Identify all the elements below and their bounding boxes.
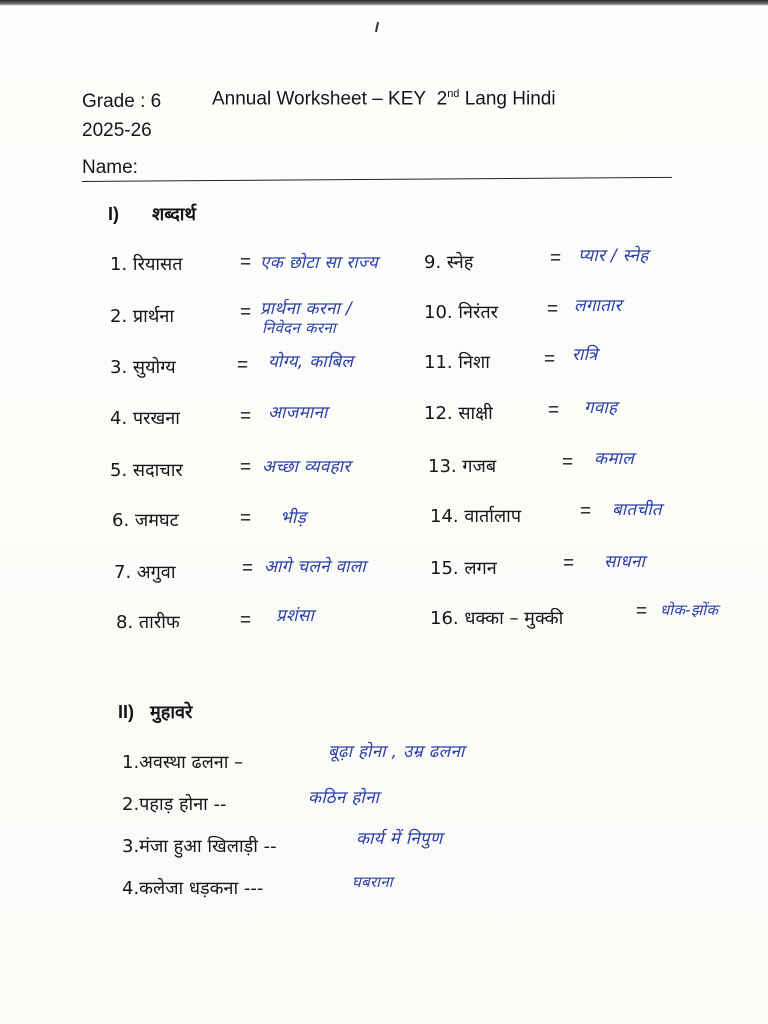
vocab-item-6: 6. जमघट <box>112 510 179 531</box>
answer-2-line2: निवेदन करना <box>262 319 336 337</box>
idiom-answer-4: घबराना <box>352 873 393 891</box>
lang-superscript: nd <box>447 88 460 100</box>
equals-sign: = <box>562 452 574 473</box>
vocab-item-16: 16. धक्का – मुक्की <box>430 608 564 629</box>
idiom-item-2: 2.पहाड़ होना -- <box>122 794 227 815</box>
section2-title: मुहावरे <box>150 702 193 723</box>
answer-4: आजमाना <box>268 403 328 423</box>
name-underline <box>82 177 672 182</box>
vocab-item-1: 1. रियासत <box>110 254 183 275</box>
lang-number: 2 <box>436 88 448 110</box>
vocab-item-13: 13. गजब <box>428 456 497 477</box>
worksheet-title <box>212 88 556 110</box>
vocab-item-11: 11. निशा <box>424 352 490 373</box>
vocab-item-5: 5. सदाचार <box>110 460 183 481</box>
idiom-answer-3: कार्य में निपुण <box>356 829 443 849</box>
idiom-answer-1: बूढ़ा होना , उम्र ढलना <box>328 742 465 762</box>
equals-sign: = <box>240 508 252 529</box>
equals-sign: = <box>563 553 575 574</box>
answer-16: धोक-झोंक <box>660 601 719 619</box>
vocab-item-9: 9. स्नेह <box>424 252 474 273</box>
answer-7: आगे चलने वाला <box>264 557 366 577</box>
answer-15: साधना <box>604 552 646 572</box>
answer-9: प्यार / स्नेह <box>578 246 649 266</box>
idiom-item-1: 1.अवस्था ढलना – <box>122 752 244 773</box>
equals-sign: = <box>240 457 252 478</box>
equals-sign: = <box>636 601 648 622</box>
answer-14: बातचीत <box>612 500 662 520</box>
vocab-item-15: 15. लगन <box>430 558 497 579</box>
answer-13: कमाल <box>594 449 635 469</box>
answer-12: गवाह <box>584 398 618 418</box>
equals-sign: = <box>240 406 252 427</box>
answer-11: रात्रि <box>572 345 598 365</box>
equals-sign: = <box>544 349 556 370</box>
vocab-item-8: 8. तारीफ <box>116 612 180 633</box>
vocab-item-7: 7. अगुवा <box>114 562 176 583</box>
vocab-item-14: 14. वार्तालाप <box>430 506 522 527</box>
academic-year: 2025-26 <box>82 120 152 141</box>
equals-sign: = <box>240 302 252 323</box>
lang-text: Lang Hindi <box>464 88 556 110</box>
equals-sign: = <box>242 558 254 579</box>
name-label: Name: <box>82 157 138 178</box>
vocab-item-2: 2. प्रार्थना <box>110 306 174 327</box>
section1-title: शब्दार्थ <box>152 204 196 225</box>
answer-1: एक छोटा सा राज्य <box>260 253 379 273</box>
section2-numeral: II) <box>118 702 134 722</box>
worksheet-title-text: Annual Worksheet – KEY <box>212 88 427 110</box>
idiom-answer-2: कठिन होना <box>308 788 380 808</box>
vocab-item-3: 3. सुयोग्य <box>110 357 176 378</box>
equals-sign: = <box>240 252 252 273</box>
idiom-item-3: 3.मंजा हुआ खिलाड़ी -- <box>122 836 277 857</box>
answer-2: प्रार्थना करना / <box>260 299 352 319</box>
stray-pen-mark <box>375 22 379 32</box>
equals-sign: = <box>547 299 559 320</box>
section1-numeral: I) <box>108 204 119 224</box>
page-top-edge <box>0 0 768 6</box>
equals-sign: = <box>580 501 592 522</box>
equals-sign: = <box>240 610 252 631</box>
equals-sign: = <box>550 248 562 269</box>
answer-3: योग्य, काबिल <box>268 352 354 372</box>
answer-6: भीड़ <box>280 508 307 528</box>
answer-8: प्रशंसा <box>276 606 315 626</box>
answer-5: अच्छा व्यवहार <box>262 457 351 477</box>
vocab-item-12: 12. साक्षी <box>424 403 493 424</box>
equals-sign: = <box>548 400 560 421</box>
answer-10: लगातार <box>574 296 622 316</box>
vocab-item-10: 10. निरंतर <box>424 302 499 323</box>
equals-sign: = <box>237 355 249 376</box>
vocab-item-4: 4. परखना <box>110 408 180 429</box>
idiom-item-4: 4.कलेजा धड़कना --- <box>122 878 264 899</box>
grade-label: Grade : 6 <box>82 91 162 112</box>
